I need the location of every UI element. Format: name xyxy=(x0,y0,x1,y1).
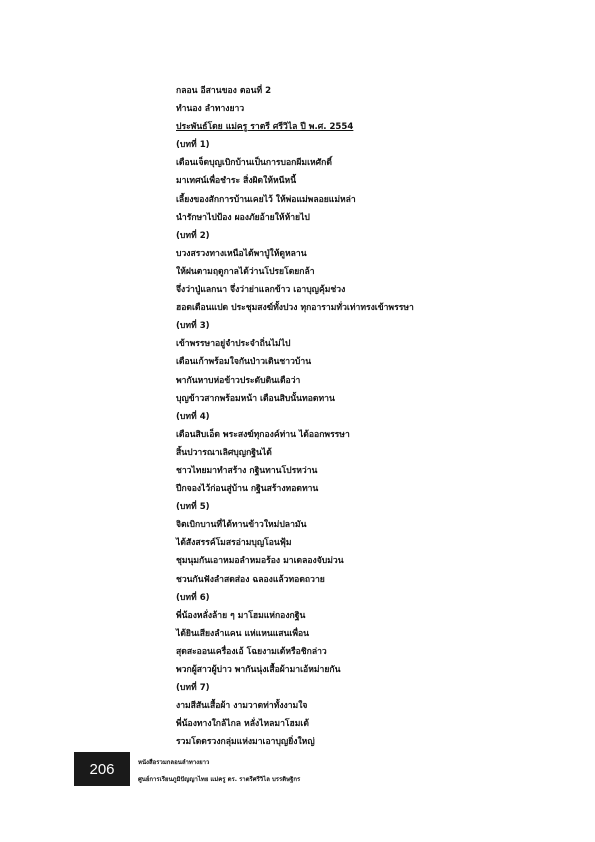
text-line: (บทที่ 3) xyxy=(176,321,210,332)
text-line: เดือนเก้าพร้อมใจกันป่าวเดินชาวบ้าน xyxy=(176,357,312,368)
text-line: รวมโดดรวงกลุ่มแห่งมาเอาบุญยิ่งใหญ่ xyxy=(176,737,315,748)
text-line: ปีกจองไว้ก่อนสู่บ้าน กฐินสร้างทอดทาน xyxy=(176,484,319,495)
text-line: (บทที่ 2) xyxy=(176,230,210,241)
text-line: ชาวไทยมาทำสร้าง กฐินทานโปรหว่าน xyxy=(176,465,318,476)
text-line: จึ่งว่าปู่แลกนา จึ่งว่าย่าแลกข้าว เอาบุญคุ้มช่วง xyxy=(176,285,346,296)
poem-text-block xyxy=(176,82,476,751)
text-line: (บทที่ 7) xyxy=(176,683,210,694)
text-line: กลอน อีสานของ ตอนที่ 2 xyxy=(176,86,272,96)
text-line: ชุมนุมกันเอาหมอลำหมอร้อง มาเดลองจับม่วน xyxy=(176,556,344,567)
text-line: (บทที่ 1) xyxy=(176,140,210,151)
text-line: มาเทศน์เพื่อชำระ สิ่งผิดให้หนีหนี้ xyxy=(176,176,297,187)
text-line: พี่น้องหลั่งล้าย ๆ มาโฮมแห่กองกฐิน xyxy=(176,610,306,621)
text-line: จิตเบิกบานที่ได้ทานข้าวใหม่ปลามัน xyxy=(176,520,307,531)
text-line: ฮอดเดือนแปด ประชุมสงฆ์ทั้งปวง ทุกอารามทั่วเท่าทรงเข้าพรรษา xyxy=(176,303,414,314)
text-line: เดือนเจ็ดบุญเบิกบ้านเป็นการบอกผีมเหศักดิ์ xyxy=(176,158,332,169)
text-line: พี่น้องทางใกล้ไกล หลั่งไหลมาโฮมเด้ xyxy=(176,719,309,730)
text-line: งามสีสันเสื้อผ้า งามวาดท่าทั้งงามใจ xyxy=(176,701,308,712)
text-line: สุดสะออนเครื่องเอ้ โฉยงามเด้หรือชิกล่าว xyxy=(176,646,327,657)
text-line: ทำนอง ลำทางยาว xyxy=(176,104,245,115)
footer-publisher: ศูนย์การเรียนภูมิปัญญาไทย แม่ครู ดร. ราตรีศรีวิไล บรรดิษฐิกร xyxy=(138,776,301,783)
text-line: พากันหาบห่อข้าวประดับดินเดือว่า xyxy=(176,375,301,386)
text-line: บุญข้าวสากพร้อมหน้า เดือนสิบนั้นทอดทาน xyxy=(176,393,335,404)
text-line: สิ้นปวารณาเลิศบุญกฐินได้ xyxy=(176,447,272,458)
page-number: 206 xyxy=(89,760,115,778)
text-line: ชวนกันฟังลำสดส่อง ฉลองแล้วทอดถวาย xyxy=(176,574,325,585)
text-line: (บทที่ 5) xyxy=(176,502,210,513)
text-line: นำรักษาไปป้อง ผองภัยอ้ายให้ห้ายไป xyxy=(176,212,310,223)
text-line: ให้ฝนตามฤดูกาลได้ว่านโปรยโดยกล้า xyxy=(176,266,315,277)
text-line: ประพันธ์โดย แม่ครู ราตรี ศรีวิไล ปี พ.ศ. 2554 xyxy=(176,122,354,133)
footer-book-title: หนังสือรวมกลอนลำทางยาว xyxy=(138,759,210,766)
text-line: ได้สังสรรค์โมสรอ่ามบุญโอนฟุ้ม xyxy=(176,538,292,549)
text-line: ได้ยินเสียงลำแคน แห่แหนแสนเพื่อน xyxy=(176,628,310,639)
text-line: เข้าพรรษาอยู่จำประจำถิ่นไม่ไป xyxy=(176,339,291,350)
text-line: (บทที่ 4) xyxy=(176,411,210,422)
text-line: เดือนสิบเอ็ด พระสงฆ์ทุกองค์ท่าน ได้ออกพรรษา xyxy=(176,429,350,440)
page-number-box xyxy=(74,752,130,786)
text-line: พวกผู้สาวผู้บ่าว พากันนุ่งเสื้อผ้ามาเอ้หม่ายกัน xyxy=(176,665,341,675)
text-line: (บทที่ 6) xyxy=(176,592,210,603)
text-line: บวงสรวงทางเหนือได้พาปู่ให้ดูหลาน xyxy=(176,248,307,259)
text-line: เลี้ยงของสักการบ้านเคยไว้ ให้พ่อแม่พลอยแม่หล่า xyxy=(176,194,356,205)
